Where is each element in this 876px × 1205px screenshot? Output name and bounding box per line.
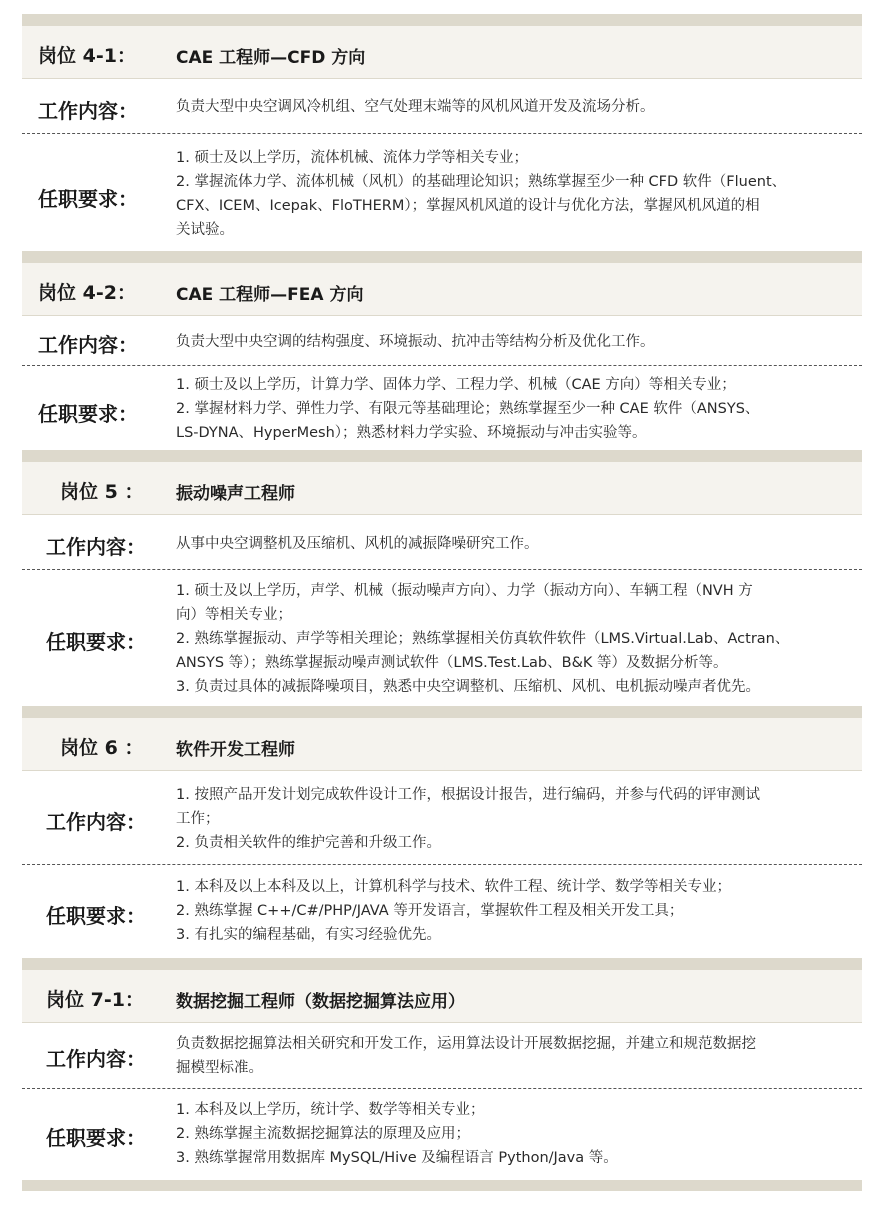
work-content-label: 工作内容： (46, 1047, 146, 1071)
text-line: 2. 熟练掌握 C++/C#/PHP/JAVA 等开发语言，掌握软件工程及相关开发工具； (176, 903, 684, 919)
section-separator (22, 14, 862, 26)
requirements-label: 任职要求： (46, 904, 146, 928)
job-title-row (22, 462, 862, 515)
work-content-label: 工作内容： (38, 333, 138, 357)
text-line: ANSYS 等）；熟练掌握振动噪声测试软件（LMS.Test.Lab、B&K 等）及数据分析等。 (176, 655, 728, 671)
requirements-text (176, 875, 860, 947)
work-content-label: 工作内容： (46, 810, 146, 834)
requirements-text (176, 1098, 860, 1170)
text-line: 2. 掌握材料力学、弹性力学、有限元等基础理论；熟练掌握至少一种 CAE 软件（ANSYS、 (176, 401, 760, 417)
text-line: 掘模型标准。 (176, 1060, 263, 1076)
text-line: CFX、ICEM、Icepak、FloTHERM）；掌握风机风道的设计与优化方法，掌握风机风道的相 (176, 198, 760, 214)
text-line: 1. 硕士及以上学历，声学、机械（振动噪声方向）、力学（振动方向）、车辆工程（NVH 方 (176, 583, 753, 599)
text-line: 负责大型中央空调的结构强度、环境振动、抗冲击等结构分析及优化工作。 (176, 334, 655, 350)
section-separator (22, 958, 862, 970)
text-line: 1. 按照产品开发计划完成软件设计工作，根据设计报告，进行编码，并参与代码的评审测试 (176, 787, 760, 803)
requirements-label: 任职要求： (38, 187, 138, 211)
work-content-label: 工作内容： (38, 99, 138, 123)
work-content-text (176, 1032, 860, 1080)
job-title-row (22, 718, 862, 771)
dashed-divider (22, 365, 862, 366)
work-content-text (176, 330, 860, 354)
job-title-row (22, 26, 862, 79)
text-line: LS-DYNA、HyperMesh）；熟悉材料力学实验、环境振动与冲击实验等。 (176, 425, 647, 441)
text-line: 1. 本科及以上学历，统计学、数学等相关专业； (176, 1102, 485, 1118)
work-content-text (176, 95, 860, 119)
job-id-label: 岗位 5 ： (60, 481, 144, 503)
text-line: 负责大型中央空调风冷机组、空气处理末端等的风机风道开发及流场分析。 (176, 99, 655, 115)
text-line: 1. 本科及以上本科及以上，计算机科学与技术、软件工程、统计学、数学等相关专业； (176, 879, 731, 895)
job-title: CAE 工程师—CFD 方向 (176, 48, 366, 68)
job-id-label: 岗位 4-2： (38, 282, 136, 304)
job-id-label: 岗位 6 ： (60, 737, 144, 759)
requirements-text (176, 579, 860, 699)
section-separator (22, 706, 862, 718)
text-line: 2. 负责相关软件的维护完善和升级工作。 (176, 835, 441, 851)
job-title: CAE 工程师—FEA 方向 (176, 285, 364, 305)
section-separator (22, 450, 862, 462)
job-title: 振动噪声工程师 (176, 484, 295, 504)
job-title: 软件开发工程师 (176, 740, 295, 760)
work-content-text (176, 783, 860, 855)
dashed-divider (22, 1088, 862, 1089)
job-id-label: 岗位 7-1： (46, 989, 144, 1011)
work-content-text (176, 532, 860, 556)
text-line: 1. 硕士及以上学历，计算力学、固体力学、工程力学、机械（CAE 方向）等相关专业； (176, 377, 736, 393)
requirements-label: 任职要求： (38, 402, 138, 426)
job-title-row (22, 263, 862, 316)
text-line: 负责数据挖掘算法相关研究和开发工作，运用算法设计开展数据挖掘，并建立和规范数据挖 (176, 1036, 756, 1052)
text-line: 3. 有扎实的编程基础，有实习经验优先。 (176, 927, 441, 943)
work-content-label: 工作内容： (46, 535, 146, 559)
text-line: 2. 熟练掌握主流数据挖掘算法的原理及应用； (176, 1126, 470, 1142)
dashed-divider (22, 864, 862, 865)
text-line: 1. 硕士及以上学历，流体机械、流体力学等相关专业； (176, 150, 528, 166)
requirements-text (176, 373, 860, 445)
text-line: 2. 熟练掌握振动、声学等相关理论；熟练掌握相关仿真软件软件（LMS.Virtual.Lab、Actran、 (176, 631, 790, 647)
text-line: 从事中央空调整机及压缩机、风机的减振降噪研究工作。 (176, 536, 539, 552)
section-separator (22, 1180, 862, 1191)
requirements-label: 任职要求： (46, 1126, 146, 1150)
job-id-label: 岗位 4-1： (38, 45, 136, 67)
text-line: 3. 负责过具体的减振降噪项目，熟悉中央空调整机、压缩机、风机、电机振动噪声者优先。 (176, 679, 760, 695)
requirements-text (176, 146, 860, 242)
text-line: 向）等相关专业； (176, 607, 292, 623)
text-line: 2. 掌握流体力学、流体机械（风机）的基础理论知识；熟练掌握至少一种 CFD 软件（Fluent、 (176, 174, 787, 190)
dashed-divider (22, 133, 862, 134)
text-line: 3. 熟练掌握常用数据库 MySQL/Hive 及编程语言 Python/Java 等。 (176, 1150, 618, 1166)
text-line: 关试验。 (176, 222, 234, 238)
section-separator (22, 251, 862, 263)
requirements-label: 任职要求： (46, 630, 146, 654)
dashed-divider (22, 569, 862, 570)
text-line: 工作； (176, 811, 220, 827)
job-title: 数据挖掘工程师（数据挖掘算法应用） (176, 992, 465, 1012)
